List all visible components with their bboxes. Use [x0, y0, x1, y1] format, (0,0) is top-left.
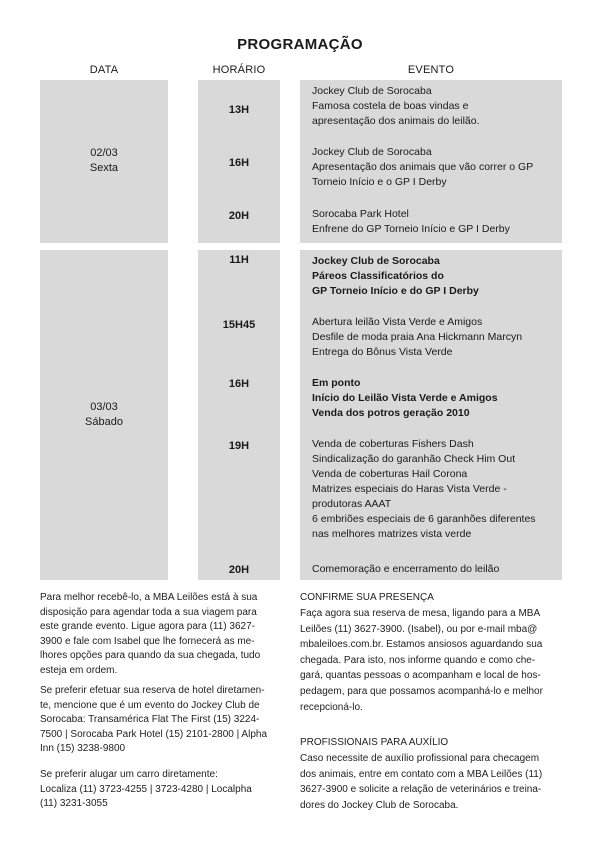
- day2-time-cell: [198, 250, 280, 580]
- confirm-paragraph: Faça agora sua reserva de mesa, ligando para a MBA Leilões (11) 3627-3900. (Isabel), ou por e-mail mba@ mbaleiloes.com.br. Estamos ansiosos aguardando sua chegada. Para isto, nos informe quando e como che- gará, quantas pessoas o acompanham e local de hos- pedagem, para que possamos acompanhá-lo e melhor recepcioná-lo.: [300, 608, 543, 713]
- day2-date: 03/03: [90, 401, 118, 413]
- day2-time-4: 19H: [228, 440, 250, 452]
- day2-event-1: Jockey Club de Sorocaba Páreos Classificatórios do GP Torneio Início e do GP I Derby: [312, 255, 479, 297]
- day1-event-1: Jockey Club de Sorocaba Famosa costela de boas vindas e apresentação dos animais do leilão.: [312, 85, 480, 127]
- day1-time-1: 13H: [228, 104, 250, 116]
- event-column-header: EVENTO: [407, 64, 455, 76]
- day2-time-2: 15H45: [222, 319, 256, 331]
- info-hotel-paragraph: Se preferir efetuar sua reserva de hotel diretamen- te, mencione que é um evento do Jockey Club de Sorocaba: Transamérica Flat The First (15) 3224- 7500 | Sorocaba Park Hotel (15) 2101-2800 | Alpha Inn (15) 3238-9800: [40, 685, 268, 754]
- day2-time-3: 16H: [228, 378, 250, 390]
- page-title: PROGRAMAÇÃO: [237, 36, 363, 53]
- day1-weekday: Sexta: [89, 162, 119, 174]
- day1-time-2: 16H: [228, 157, 250, 169]
- day2-time-1: 11H: [229, 254, 249, 266]
- professionals-paragraph: Caso necessite de auxílio profissional para checagem dos animais, entre em contato com a MBA Leilões (11) 3627-3900 e solicite a relação de veterinários e treina- dores do Jockey Club de Sorocaba.: [300, 753, 543, 811]
- day2-event-2: Abertura leilão Vista Verde e Amigos Desfile de moda praia Ana Hickmann Marcyn Entrega do Bônus Vista Verde: [312, 316, 523, 358]
- professionals-heading: PROFISSIONAIS PARA AUXÍLIO: [300, 737, 449, 748]
- day2-event-5: Comemoração e encerramento do leilão: [312, 563, 500, 575]
- date-column-header: DATA: [89, 64, 119, 76]
- day1-time-3: 20H: [228, 210, 250, 222]
- info-travel-paragraph: Para melhor recebê-lo, a MBA Leilões está à sua disposição para agendar toda a sua viagem para este grande evento. Ligue agora para (11) 3627- 3900 e fale com Isabel que lhe fornecerá as me- lhores opções para quando da sua chegada, tudo esteja em ordem.: [40, 592, 261, 676]
- day2-event-3: Em ponto Início do Leilão Vista Verde e Amigos Venda dos potros geração 2010: [312, 377, 498, 419]
- day2-weekday: Sábado: [85, 416, 123, 428]
- time-column-header: HORÁRIO: [212, 64, 266, 76]
- confirm-heading: CONFIRME SUA PRESENÇA: [300, 592, 434, 603]
- day1-event-2: Jockey Club de Sorocaba Apresentação dos animais que vão correr o GP Torneio Início e o GP I Derby: [312, 146, 534, 188]
- info-car-paragraph: Se preferir alugar um carro diretamente: Localiza (11) 3723-4255 | 3723-4280 | Localpha (11) 3231-3055: [40, 769, 252, 809]
- day2-event-4: Venda de coberturas Fishers Dash Sindicalização do garanhão Check Him Out Venda de coberturas Hail Corona Matrizes especiais do Haras Vista Verde - produtoras AAAT 6 embriões especiais de 6 garanhões diferentes nas melhores matrizes vista verde: [312, 438, 536, 540]
- day2-time-5: 20H: [228, 564, 250, 576]
- day1-date: 02/03: [90, 147, 118, 159]
- day1-event-3: Sorocaba Park Hotel Enfrene do GP Torneio Início e GP I Derby: [312, 208, 510, 235]
